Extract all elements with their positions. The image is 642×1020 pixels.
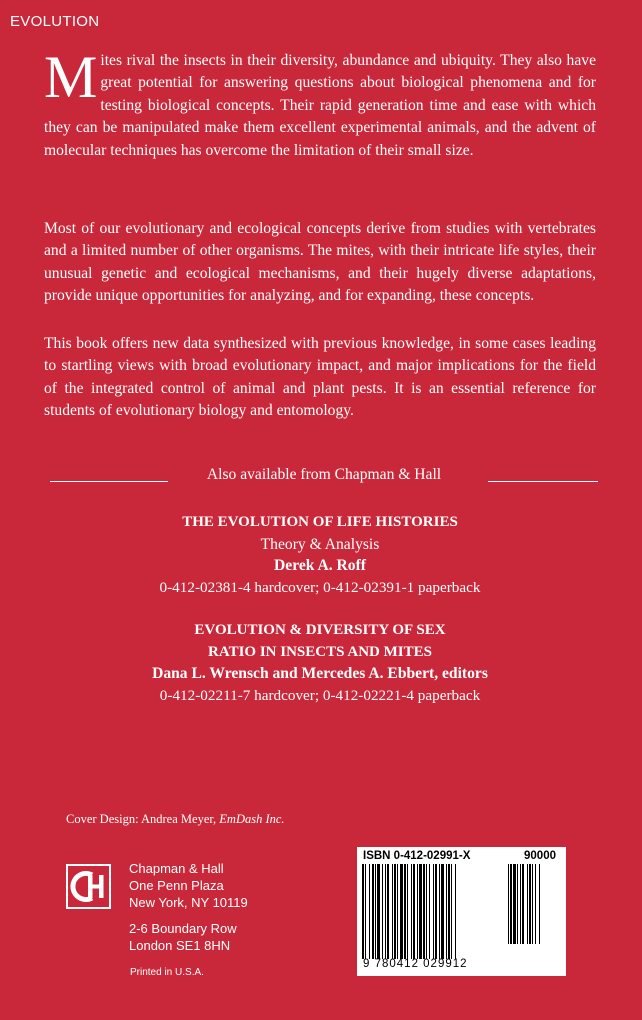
barcode-bar: [385, 864, 386, 959]
barcode-digits: 9 780412 029912: [363, 958, 468, 970]
barcode-bar: [394, 864, 396, 959]
category-label: EVOLUTION: [10, 13, 100, 30]
barcode-bars: [362, 864, 561, 959]
barcode-bar: [429, 864, 430, 959]
barcode-bar: [426, 864, 427, 959]
barcode-bar: [392, 864, 393, 959]
barcode-bar: [448, 864, 450, 959]
barcode-bar: [446, 864, 447, 959]
description-paragraph-3: This book offers new data synthesized with previous knowledge, in some cases leading to startling views with broad evolutionary impact, and major implications for the field of the integrated control of animal and plant pests. It is an essential reference for students of evolutionary biology and entomology.: [44, 335, 596, 420]
barcode-addon-bar: [513, 864, 516, 944]
barcode-box: [357, 847, 566, 976]
barcode-addon-bar: [529, 864, 531, 944]
barcode-bar: [439, 864, 440, 959]
isbn-label: ISBN 0-412-02991-X: [363, 850, 471, 862]
publisher-name: Chapman & Hall: [129, 861, 224, 876]
book-isbn: 0-412-02381-4 hardcover; 0-412-02391-1 paperback: [159, 578, 481, 596]
barcode-bar: [375, 864, 376, 959]
publisher-address-london: [129, 920, 237, 954]
barcode-bar: [419, 864, 422, 959]
barcode-bar: [387, 864, 389, 959]
barcode-bar: [413, 864, 415, 959]
printed-in-label: Printed in U.S.A.: [130, 967, 204, 978]
barcode-bar: [400, 864, 403, 959]
ch-logo-icon: [68, 866, 109, 907]
barcode-addon-bar: [522, 864, 524, 944]
book-author: Dana L. Wrensch and Mercedes A. Ebbert, editors: [152, 665, 488, 682]
barcode-bar: [435, 864, 437, 959]
barcode-bar: [455, 864, 456, 959]
barcode-bar: [365, 864, 366, 959]
barcode-addon-bar: [532, 864, 533, 944]
barcode-bar: [407, 864, 408, 959]
cover-design-company: EmDash Inc.: [219, 812, 285, 826]
barcode-addon-bar: [535, 864, 536, 944]
barcode-bar: [417, 864, 418, 959]
book-title: THE EVOLUTION OF LIFE HISTORIES: [182, 514, 458, 530]
barcode-addon-bar: [520, 864, 521, 944]
cover-design-credit: [66, 812, 285, 827]
book-author: Derek A. Roff: [274, 557, 366, 574]
barcode-addon-bar: [517, 864, 518, 944]
barcode-addon-bar: [527, 864, 528, 944]
barcode-bar: [369, 864, 370, 959]
publisher-logo: [66, 864, 111, 909]
cover-design-prefix: Cover Design: Andrea Meyer,: [66, 812, 220, 826]
also-available-heading: Also available from Chapman & Hall: [206, 466, 442, 483]
address-line: One Penn Plaza: [129, 878, 224, 893]
description-paragraph-2: Most of our evolutionary and ecological concepts derive from studies with vertebrates and a limited number of other organisms. The mites, with their intricate life styles, their unusual genetic and ecological mechanisms, and their hugely diverse adaptations, provide unique opportunities for analyzing, and for expanding, these concepts.: [44, 220, 596, 305]
barcode-bar: [397, 864, 398, 959]
book-listing-2: [70, 620, 570, 706]
barcode-bar: [404, 864, 406, 959]
barcode-bar: [372, 864, 374, 959]
barcode-bar: [451, 864, 452, 959]
barcode-bar: [423, 864, 425, 959]
address-line: 2-6 Boundary Row: [129, 921, 237, 936]
price-code-label: 90000: [524, 850, 556, 862]
book-title-line-2: RATIO IN INSECTS AND MITES: [208, 643, 432, 660]
barcode-bar: [377, 864, 380, 959]
barcode-addon-bar: [539, 864, 540, 944]
divider-line-right: [488, 481, 598, 482]
book-title-line-1: EVOLUTION & DIVERSITY OF SEX: [194, 622, 446, 638]
dropcap-letter: M: [44, 44, 98, 110]
also-available-divider: [50, 466, 598, 486]
address-line: London SE1 8HN: [129, 938, 231, 953]
publisher-address-ny: [129, 860, 248, 911]
book-isbn: 0-412-02211-7 hardcover; 0-412-02221-4 paperback: [159, 686, 481, 704]
description-paragraph-1: [44, 44, 596, 162]
barcode-addon-bar: [508, 864, 509, 944]
paragraph-1-text: ites rival the insects in their diversity, abundance and ubiquity. They also have great potential for answering questions about biological phenomena and for testing biological concepts. Their rapid generation time and ease with which they can be manipulated make them excellent experimental animals, and the advent of molecular techniques has overcome the limitation of their small size.: [44, 52, 596, 159]
barcode-bar: [433, 864, 434, 959]
barcode-bar: [362, 864, 364, 959]
barcode-bar: [441, 864, 444, 959]
barcode-bar: [382, 864, 383, 959]
address-line: New York, NY 10119: [129, 895, 248, 910]
barcode-bar: [411, 864, 412, 959]
book-listing-1: [70, 512, 570, 598]
barcode-addon-bar: [510, 864, 512, 944]
book-subtitle: Theory & Analysis: [260, 535, 380, 553]
